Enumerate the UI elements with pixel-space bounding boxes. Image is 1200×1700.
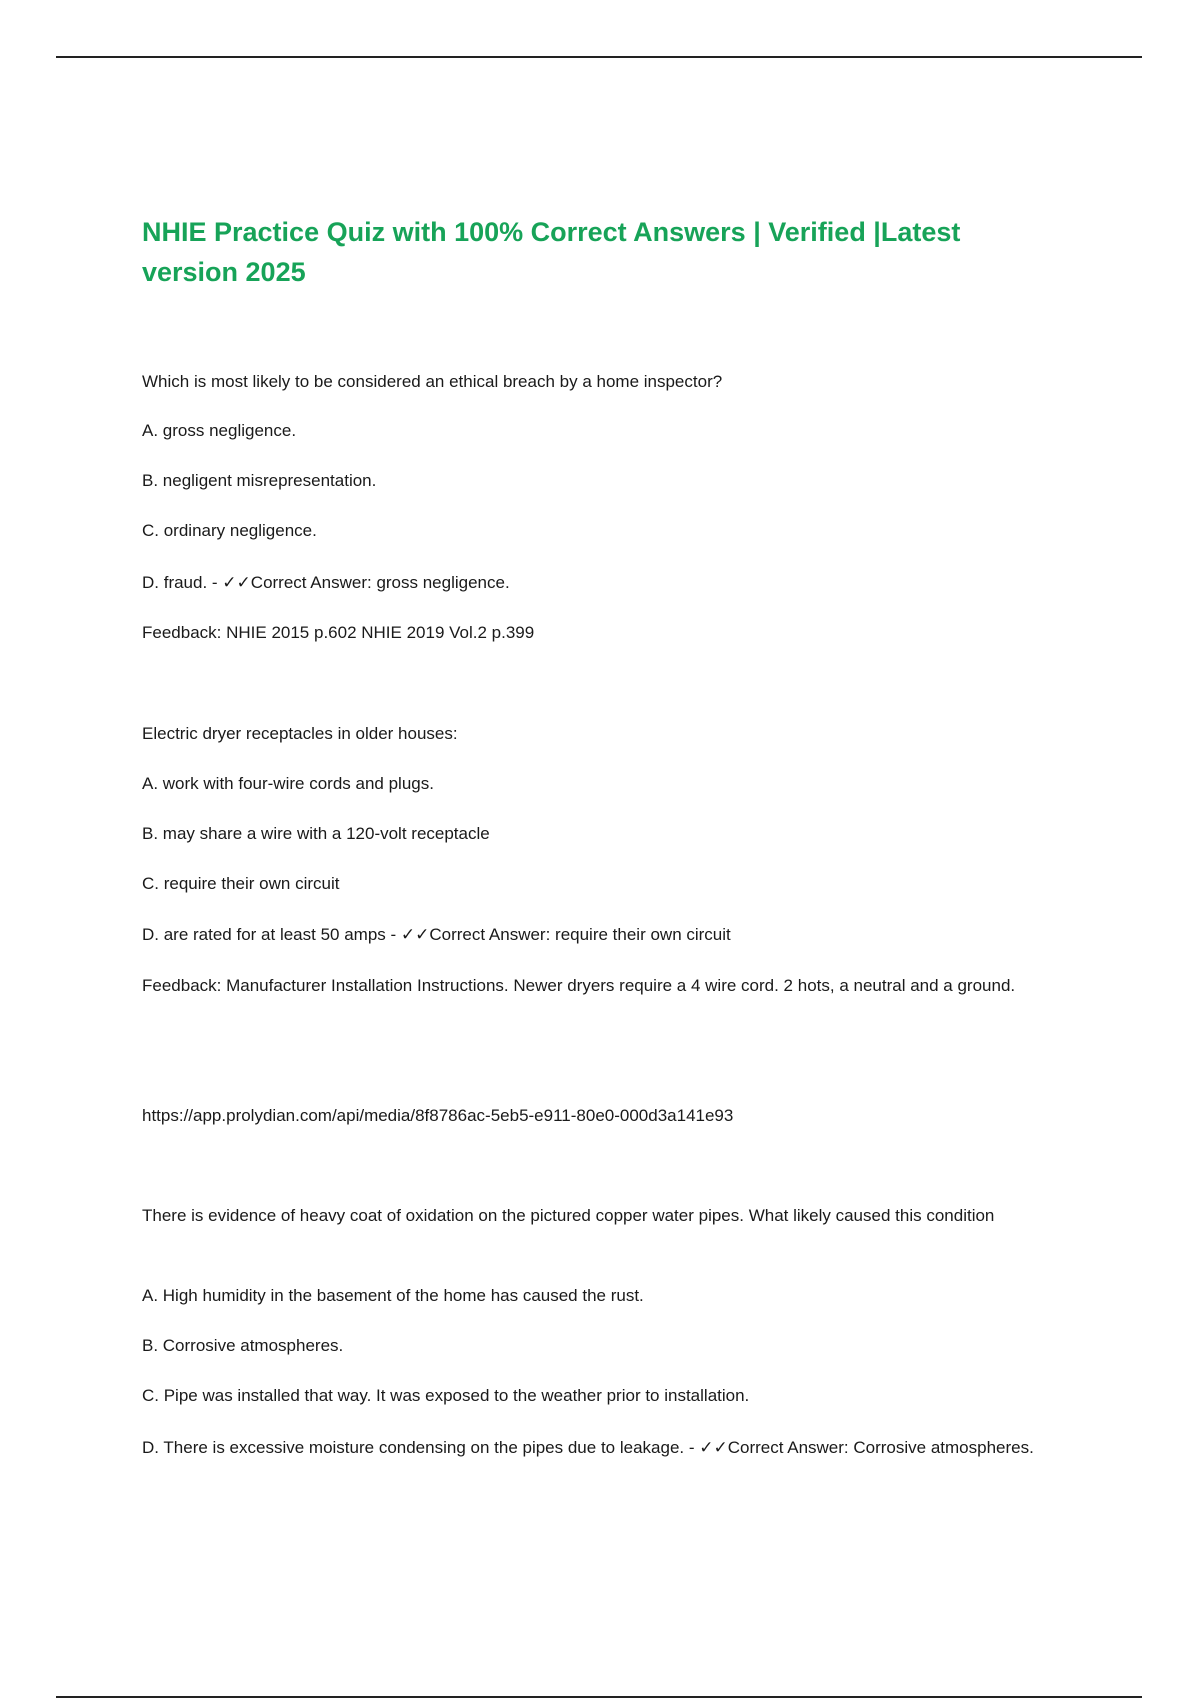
- question-3-option-b: B. Corrosive atmospheres.: [142, 1336, 344, 1355]
- question-3-option-d-answer: D. There is excessive moisture condensing on the pipes due to leakage. - ✓✓Correct Answer: Corrosive atmospheres.: [142, 1438, 1034, 1457]
- question-2-option-d-answer: D. are rated for at least 50 amps - ✓✓Correct Answer: require their own circuit: [142, 925, 731, 944]
- media-url: https://app.prolydian.com/api/media/8f8786ac-5eb5-e911-80e0-000d3a141e93: [142, 1106, 734, 1125]
- question-2-option-a: A. work with four-wire cords and plugs.: [142, 774, 434, 793]
- question-1-option-d-answer: D. fraud. - ✓✓Correct Answer: gross negligence.: [142, 573, 510, 592]
- question-1-text: Which is most likely to be considered an ethical breach by a home inspector?: [142, 372, 723, 391]
- question-3-option-a: A. High humidity in the basement of the home has caused the rust.: [142, 1286, 644, 1305]
- question-1-option-c: C. ordinary negligence.: [142, 521, 317, 540]
- question-1-option-b: B. negligent misrepresentation.: [142, 471, 377, 490]
- question-1-feedback: Feedback: NHIE 2015 p.602 NHIE 2019 Vol.2 p.399: [142, 623, 535, 642]
- top-rule: [56, 56, 1142, 58]
- question-2-option-b: B. may share a wire with a 120-volt receptacle: [142, 824, 490, 843]
- question-3-option-c: C. Pipe was installed that way. It was exposed to the weather prior to installation.: [142, 1386, 750, 1405]
- question-2-feedback: Feedback: Manufacturer Installation Instructions. Newer dryers require a 4 wire cord. 2 hots, a neutral and a ground.: [142, 976, 1016, 995]
- document-title: NHIE Practice Quiz with 100% Correct Answers | Verified |Latest version 2025: [142, 217, 961, 287]
- question-2-text: Electric dryer receptacles in older houses:: [142, 724, 458, 743]
- question-2-option-c: C. require their own circuit: [142, 874, 340, 893]
- bottom-rule: [56, 1696, 1142, 1698]
- question-1-option-a: A. gross negligence.: [142, 421, 297, 440]
- question-3-text: There is evidence of heavy coat of oxidation on the pictured copper water pipes. What likely caused this condition: [142, 1206, 995, 1225]
